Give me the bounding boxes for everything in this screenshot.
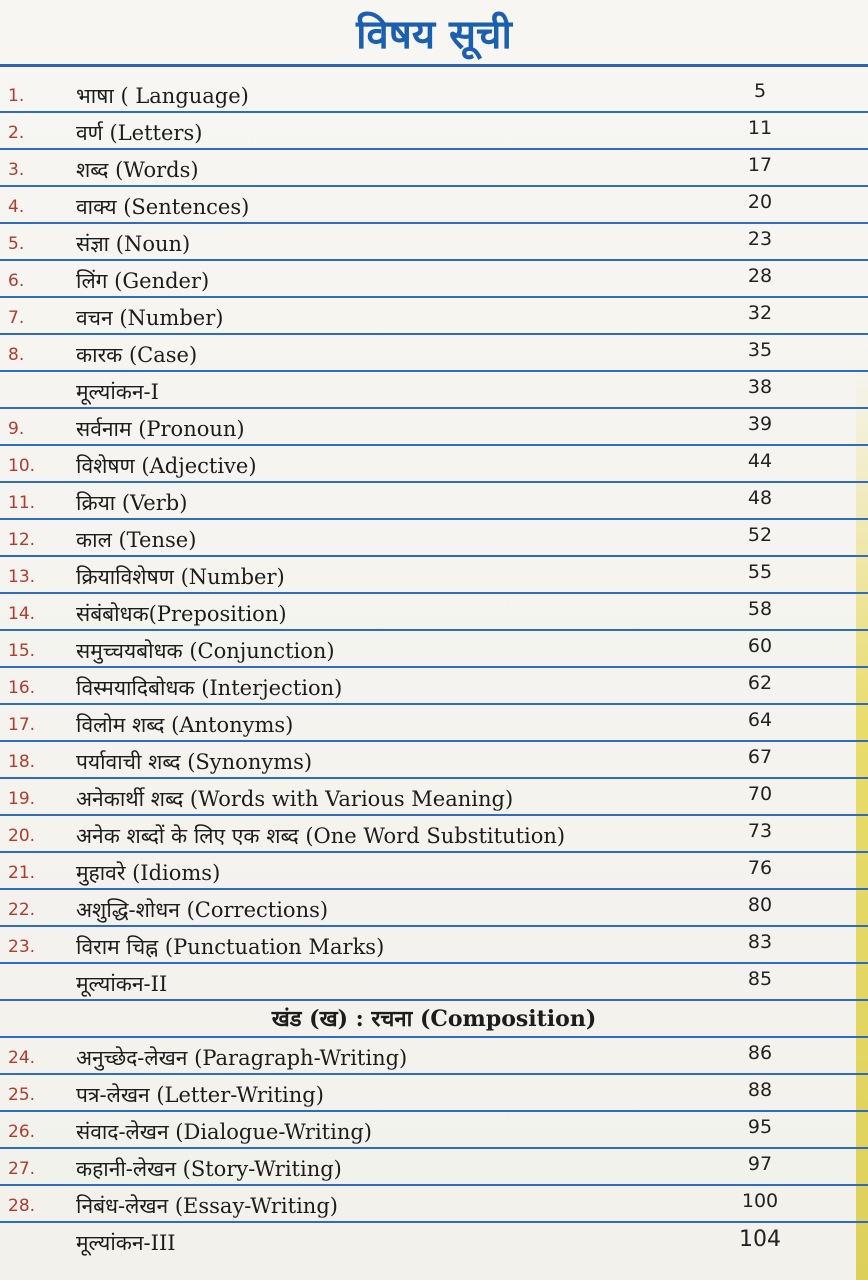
chapter-title: संज्ञा (Noun) [76, 232, 191, 256]
chapter-number: 14. [8, 604, 36, 624]
page-number: 67 [747, 746, 773, 768]
page-number: 80 [747, 894, 773, 916]
chapter-number: 11. [8, 493, 36, 513]
toc-part-1 [0, 76, 868, 1001]
chapter-title: वर्ण (Letters) [76, 121, 203, 145]
page-number: 70 [747, 783, 773, 805]
page-number: 83 [747, 931, 773, 953]
chapter-number: 7. [8, 308, 25, 328]
chapter-title: अनेक शब्दों के लिए एक शब्द (One Word Substitution) [76, 824, 566, 848]
toc-row [0, 1038, 868, 1075]
chapter-title: निबंध-लेखन (Essay-Writing) [76, 1194, 338, 1218]
page-number: 17 [747, 154, 773, 176]
chapter-title: विस्मयादिबोधक (Interjection) [76, 676, 343, 700]
chapter-number: 2. [8, 123, 25, 143]
section-heading: खंड (ख) : रचना (Composition) [0, 1001, 868, 1038]
chapter-title: शब्द (Words) [76, 158, 199, 182]
chapter-title: संबंबोधक(Preposition) [76, 602, 287, 626]
chapter-title: काल (Tense) [76, 528, 197, 552]
toc-row [0, 1223, 868, 1260]
chapter-number: 18. [8, 752, 36, 772]
chapter-title: कहानी-लेखन (Story-Writing) [76, 1157, 342, 1181]
chapter-title: अनुच्छेद-लेखन (Paragraph-Writing) [76, 1046, 408, 1070]
chapter-number: 8. [8, 345, 25, 365]
page-number: 5 [753, 80, 767, 102]
chapter-number: 15. [8, 641, 36, 661]
page-number: 32 [747, 302, 773, 324]
chapter-number: 3. [8, 160, 25, 180]
chapter-title: कारक (Case) [76, 343, 198, 367]
chapter-number: 5. [8, 234, 25, 254]
page-number: 58 [747, 598, 773, 620]
page-number: 48 [747, 487, 773, 509]
chapter-title: मूल्यांकन-I [76, 380, 159, 404]
chapter-title: विलोम शब्द (Antonyms) [76, 713, 294, 737]
chapter-title: मुहावरे (Idioms) [76, 861, 221, 885]
toc-row [0, 335, 868, 372]
toc-row [0, 1112, 868, 1149]
page-number: 64 [747, 709, 773, 731]
chapter-number: 22. [8, 900, 36, 920]
table-of-contents [0, 76, 868, 1260]
chapter-number: 27. [8, 1159, 36, 1179]
chapter-number: 4. [8, 197, 25, 217]
toc-row [0, 668, 868, 705]
toc-part-2 [0, 1038, 868, 1260]
chapter-number: 26. [8, 1122, 36, 1142]
toc-row [0, 594, 868, 631]
toc-row [0, 1075, 868, 1112]
toc-row [0, 446, 868, 483]
chapter-title: संवाद-लेखन (Dialogue-Writing) [76, 1120, 372, 1144]
toc-row [0, 372, 868, 409]
page-number: 11 [747, 117, 773, 139]
toc-row [0, 853, 868, 890]
chapter-number: 20. [8, 826, 36, 846]
toc-row [0, 557, 868, 594]
toc-row [0, 779, 868, 816]
page-number: 20 [747, 191, 773, 213]
toc-row [0, 742, 868, 779]
page-number: 28 [747, 265, 773, 287]
chapter-number: 12. [8, 530, 36, 550]
chapter-title: वाक्य (Sentences) [76, 195, 250, 219]
chapter-title: मूल्यांकन-III [76, 1231, 176, 1255]
page-number: 100 [741, 1190, 779, 1212]
toc-row [0, 890, 868, 927]
page-number: 39 [747, 413, 773, 435]
page-number: 73 [747, 820, 773, 842]
chapter-title: मूल्यांकन-II [76, 972, 168, 996]
toc-row [0, 224, 868, 261]
toc-row [0, 113, 868, 150]
page-number: 44 [747, 450, 773, 472]
chapter-title: क्रिया (Verb) [76, 491, 188, 515]
chapter-title: भाषा ( Language) [76, 84, 249, 108]
page-number: 62 [747, 672, 773, 694]
chapter-number: 10. [8, 456, 36, 476]
page-number: 38 [747, 376, 773, 398]
toc-row [0, 76, 868, 113]
chapter-title: विराम चिह्न (Punctuation Marks) [76, 935, 385, 959]
page-number: 55 [747, 561, 773, 583]
chapter-title: विशेषण (Adjective) [76, 454, 257, 478]
chapter-title: लिंग (Gender) [76, 269, 210, 293]
chapter-title: वचन (Number) [76, 306, 224, 330]
chapter-number: 24. [8, 1048, 36, 1068]
toc-row [0, 1149, 868, 1186]
chapter-number: 23. [8, 937, 36, 957]
page-number: 76 [747, 857, 773, 879]
chapter-number: 25. [8, 1085, 36, 1105]
toc-row [0, 150, 868, 187]
page-number: 88 [747, 1079, 773, 1101]
toc-row [0, 1186, 868, 1223]
chapter-number: 28. [8, 1196, 36, 1216]
chapter-title: सर्वनाम (Pronoun) [76, 417, 245, 441]
page-number: 104 [739, 1227, 781, 1252]
toc-row [0, 520, 868, 557]
chapter-title: पर्यावाची शब्द (Synonyms) [76, 750, 313, 774]
page-number: 95 [747, 1116, 773, 1138]
chapter-title: क्रियाविशेषण (Number) [76, 565, 285, 589]
toc-row [0, 631, 868, 668]
toc-row [0, 483, 868, 520]
chapter-title: समुच्चयबोधक (Conjunction) [76, 639, 335, 663]
toc-row [0, 964, 868, 1001]
chapter-title: पत्र-लेखन (Letter-Writing) [76, 1083, 324, 1107]
chapter-number: 17. [8, 715, 36, 735]
toc-row [0, 261, 868, 298]
title-rule [0, 64, 868, 67]
chapter-title: अनेकार्थी शब्द (Words with Various Meaning) [76, 787, 514, 811]
chapter-number: 1. [8, 86, 25, 106]
toc-row [0, 298, 868, 335]
toc-row [0, 187, 868, 224]
chapter-number: 9. [8, 419, 25, 439]
chapter-number: 19. [8, 789, 36, 809]
toc-row [0, 705, 868, 742]
page-number: 85 [747, 968, 773, 990]
page-number: 35 [747, 339, 773, 361]
chapter-title: अशुद्धि-शोधन (Corrections) [76, 898, 329, 922]
page-number: 86 [747, 1042, 773, 1064]
toc-row [0, 409, 868, 446]
chapter-number: 13. [8, 567, 36, 587]
chapter-number: 21. [8, 863, 36, 883]
page-number: 52 [747, 524, 773, 546]
page-number: 23 [747, 228, 773, 250]
page-number: 60 [747, 635, 773, 657]
toc-row [0, 816, 868, 853]
chapter-number: 16. [8, 678, 36, 698]
chapter-number: 6. [8, 271, 25, 291]
page-number: 97 [747, 1153, 773, 1175]
page-title: विषय सूची [356, 12, 512, 58]
toc-row [0, 927, 868, 964]
